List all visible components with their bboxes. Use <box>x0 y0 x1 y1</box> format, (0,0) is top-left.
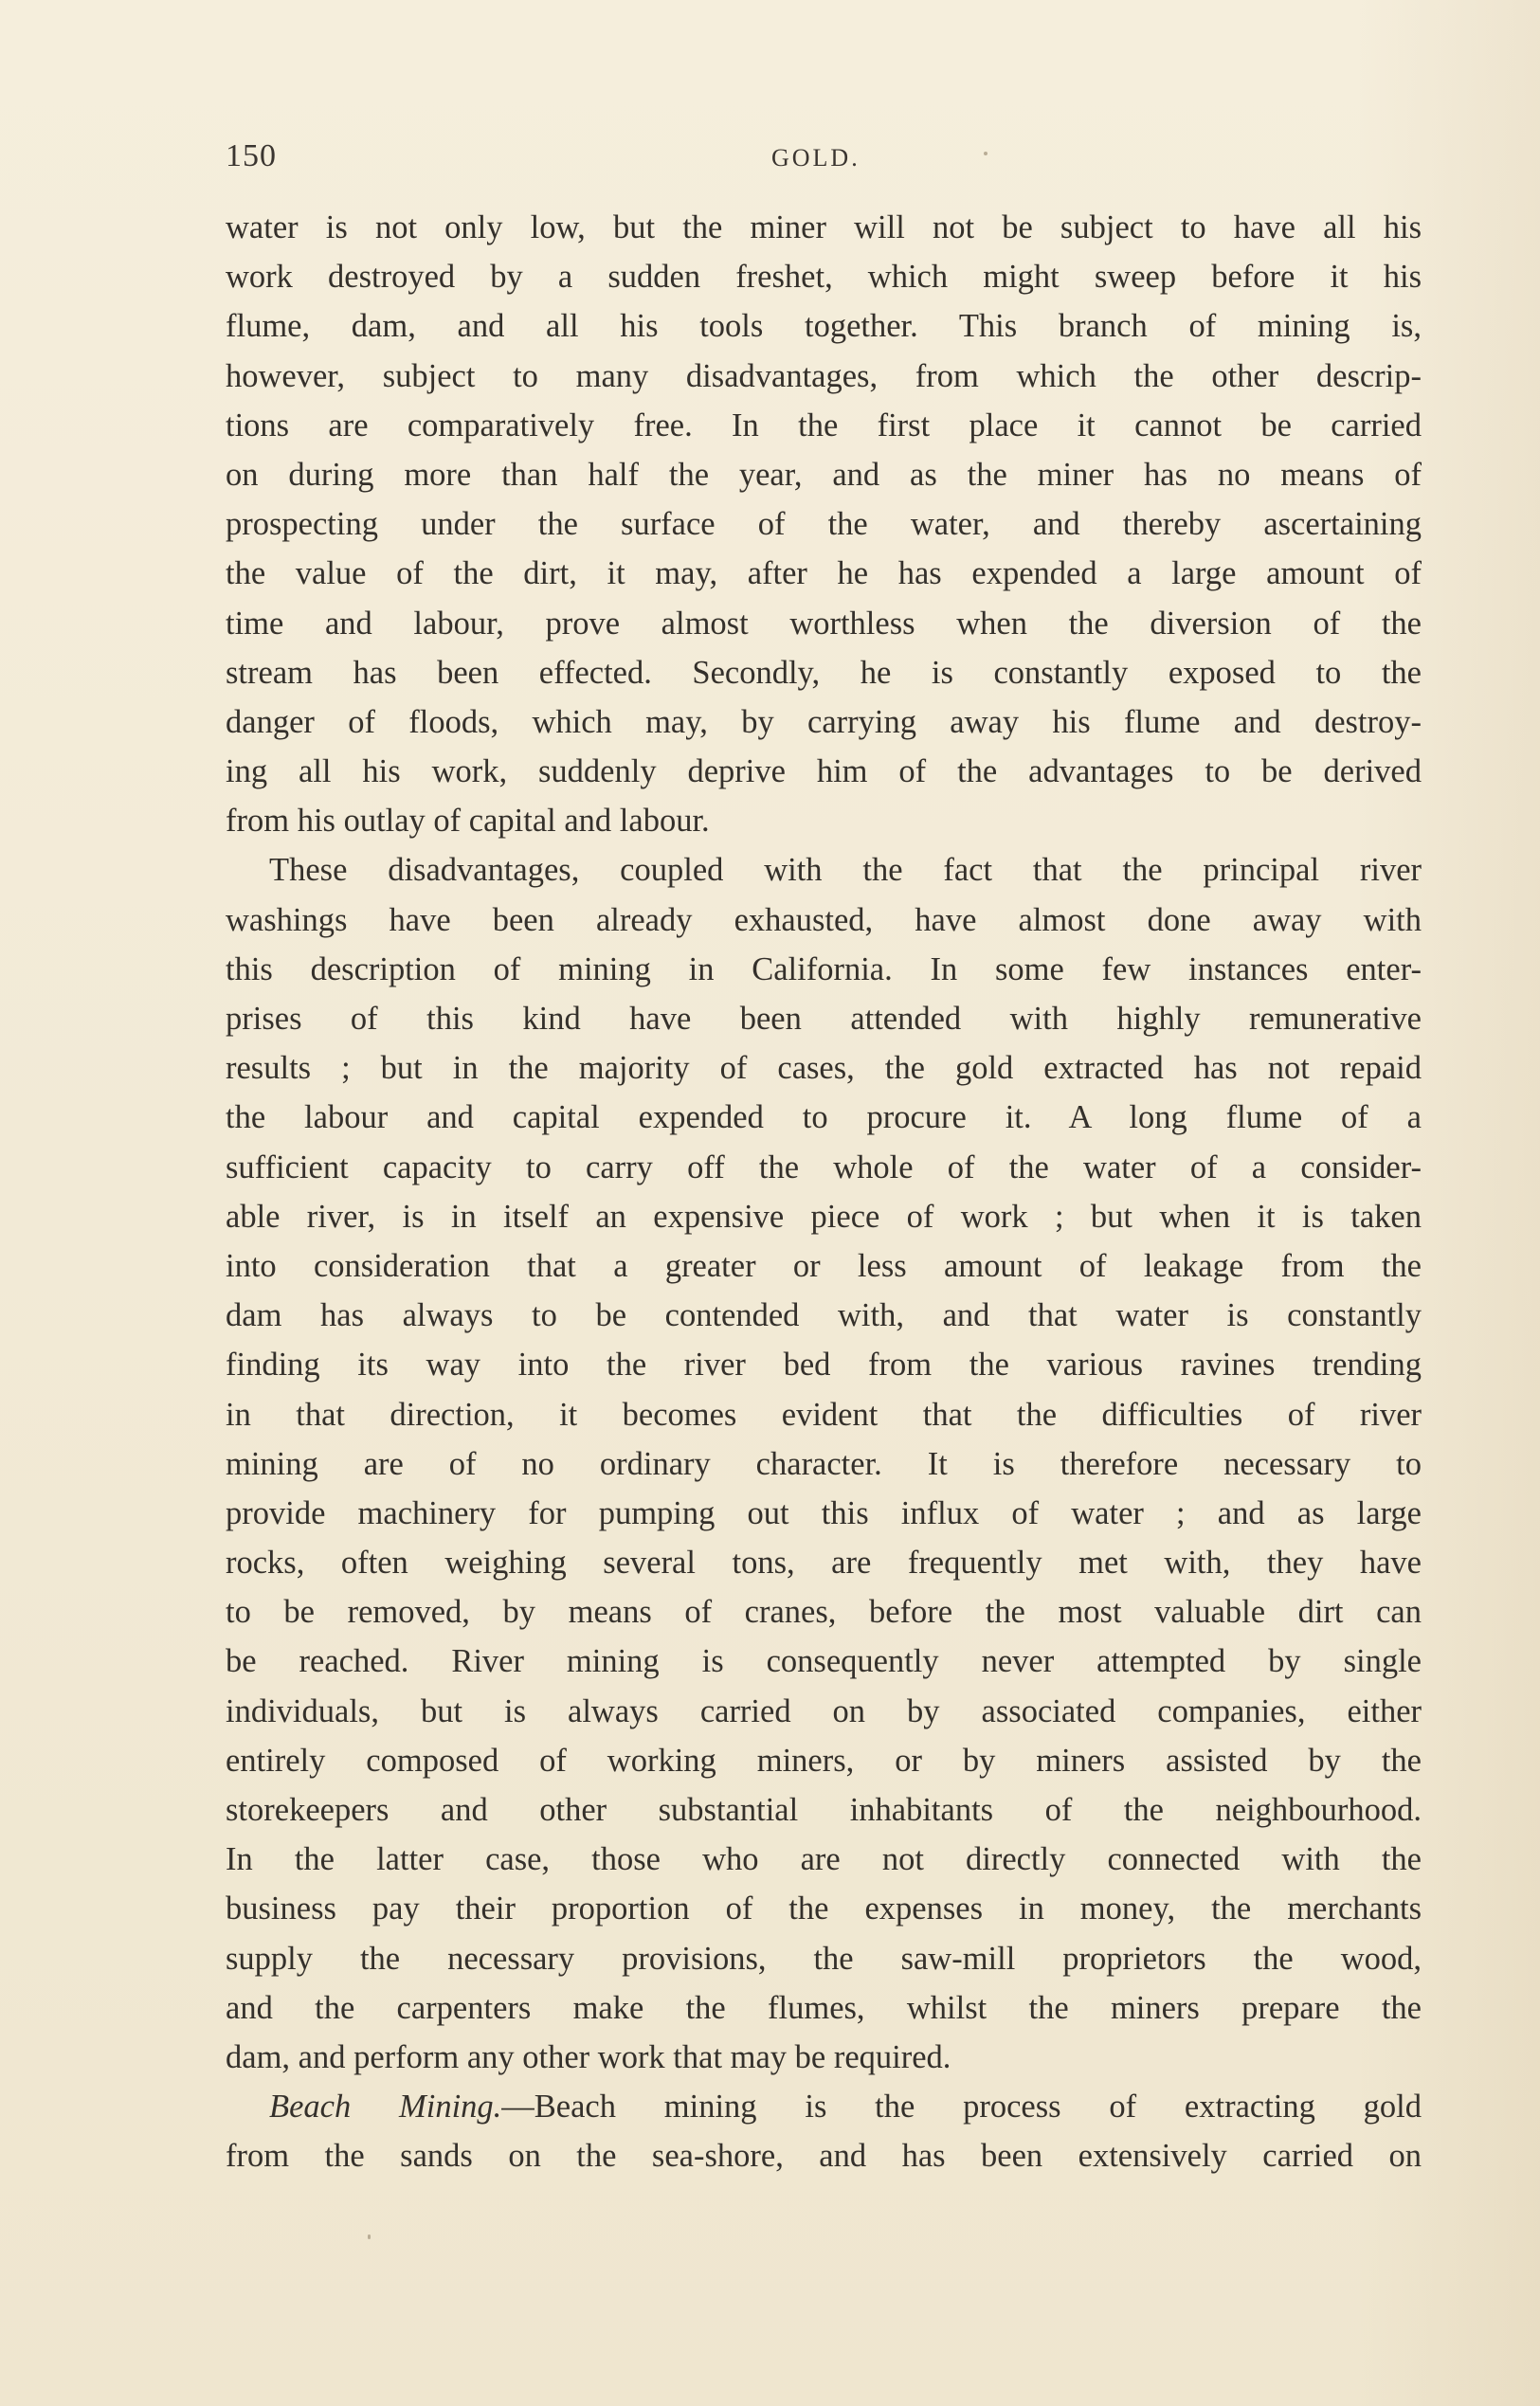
text-line: into consideration that a greater or less amount of leakage from the <box>226 1247 1422 1284</box>
text-line: this description of mining in California. In some few instances enter- <box>226 950 1422 987</box>
text-line: able river, is in itself an expensive piece of work ; but when it is taken <box>226 1198 1422 1235</box>
text-line: supply the necessary provisions, the saw-mill proprietors the wood, <box>226 1940 1422 1977</box>
text-line: danger of floods, which may, by carrying away his flume and destroy- <box>226 703 1422 740</box>
text-line: in that direction, it becomes evident that the difficulties of river <box>226 1396 1422 1433</box>
text-line: entirely composed of working miners, or by miners assisted by the <box>226 1742 1422 1779</box>
paragraph-3 <box>226 2082 1422 2180</box>
text-line: and the carpenters make the flumes, whilst the miners prepare the <box>226 1989 1422 2026</box>
text-line: from the sands on the sea-shore, and has been extensively carried on <box>226 2138 1422 2175</box>
ink-speck <box>368 2234 371 2239</box>
text-line: rocks, often weighing several tons, are frequently met with, they have <box>226 1545 1422 1582</box>
page-number: 150 <box>226 138 277 173</box>
text-line: be reached. River mining is consequently never attempted by single <box>226 1643 1422 1680</box>
text-line: water is not only low, but the miner will not be subject to have all his <box>226 209 1422 245</box>
text-line: business pay their proportion of the expenses in money, the merchants <box>226 1890 1422 1927</box>
text-line: prospecting under the surface of the water, and thereby ascertaining <box>226 506 1422 543</box>
text-line: the value of the dirt, it may, after he has expended a large amount of <box>226 555 1422 592</box>
running-head: GOLD. <box>771 144 861 172</box>
text-run: —Beach mining is the process of extracting gold <box>501 2089 1422 2126</box>
section-heading: Beach Mining. <box>269 2089 502 2126</box>
ink-speck <box>984 152 987 155</box>
text-line: stream has been effected. Secondly, he is constantly exposed to the <box>226 654 1422 691</box>
text-line: time and labour, prove almost worthless when the diversion of the <box>226 605 1422 642</box>
text-line: storekeepers and other substantial inhabitants of the neighbourhood. <box>226 1792 1422 1828</box>
text-line: on during more than half the year, and as the miner has no means of <box>226 456 1422 493</box>
text-line: from his outlay of capital and labour. <box>226 803 710 840</box>
text-line: the labour and capital expended to procure it. A long flume of a <box>226 1099 1422 1136</box>
text-line: flume, dam, and all his tools together. This branch of mining is, <box>226 308 1422 345</box>
text-line: These disadvantages, coupled with the fact that the principal river <box>269 852 1422 889</box>
body-text <box>226 203 1422 2181</box>
text-line: dam, and perform any other work that may be required. <box>226 2038 951 2075</box>
text-line: tions are comparatively free. In the first place it cannot be carried <box>226 407 1422 443</box>
page-header <box>226 138 1422 176</box>
text-line: finding its way into the river bed from the various ravines trending <box>226 1347 1422 1384</box>
paragraph-1 <box>226 203 1422 845</box>
text-line: dam has always to be contended with, and that water is constantly <box>226 1297 1422 1334</box>
text-line: to be removed, by means of cranes, before the most valuable dirt can <box>226 1594 1422 1631</box>
text-line: provide machinery for pumping out this influx of water ; and as large <box>226 1494 1422 1531</box>
paragraph-2 <box>226 845 1422 2082</box>
text-line <box>226 2082 1422 2131</box>
text-line: sufficient capacity to carry off the whole of the water of a consider- <box>226 1149 1422 1185</box>
text-line: however, subject to many disadvantages, from which the other descrip- <box>226 357 1422 394</box>
text-line: In the latter case, those who are not directly connected with the <box>226 1841 1422 1878</box>
text-line: ing all his work, suddenly deprive him of the advantages to be derived <box>226 753 1422 790</box>
text-line: individuals, but is always carried on by associated companies, either <box>226 1692 1422 1729</box>
text-line: washings have been already exhausted, have almost done away with <box>226 901 1422 938</box>
text-line: prises of this kind have been attended with highly remunerative <box>226 1001 1422 1037</box>
text-line: mining are of no ordinary character. It is therefore necessary to <box>226 1445 1422 1482</box>
text-line: results ; but in the majority of cases, the gold extracted has not repaid <box>226 1050 1422 1087</box>
text-line: work destroyed by a sudden freshet, which might sweep before it his <box>226 259 1422 296</box>
